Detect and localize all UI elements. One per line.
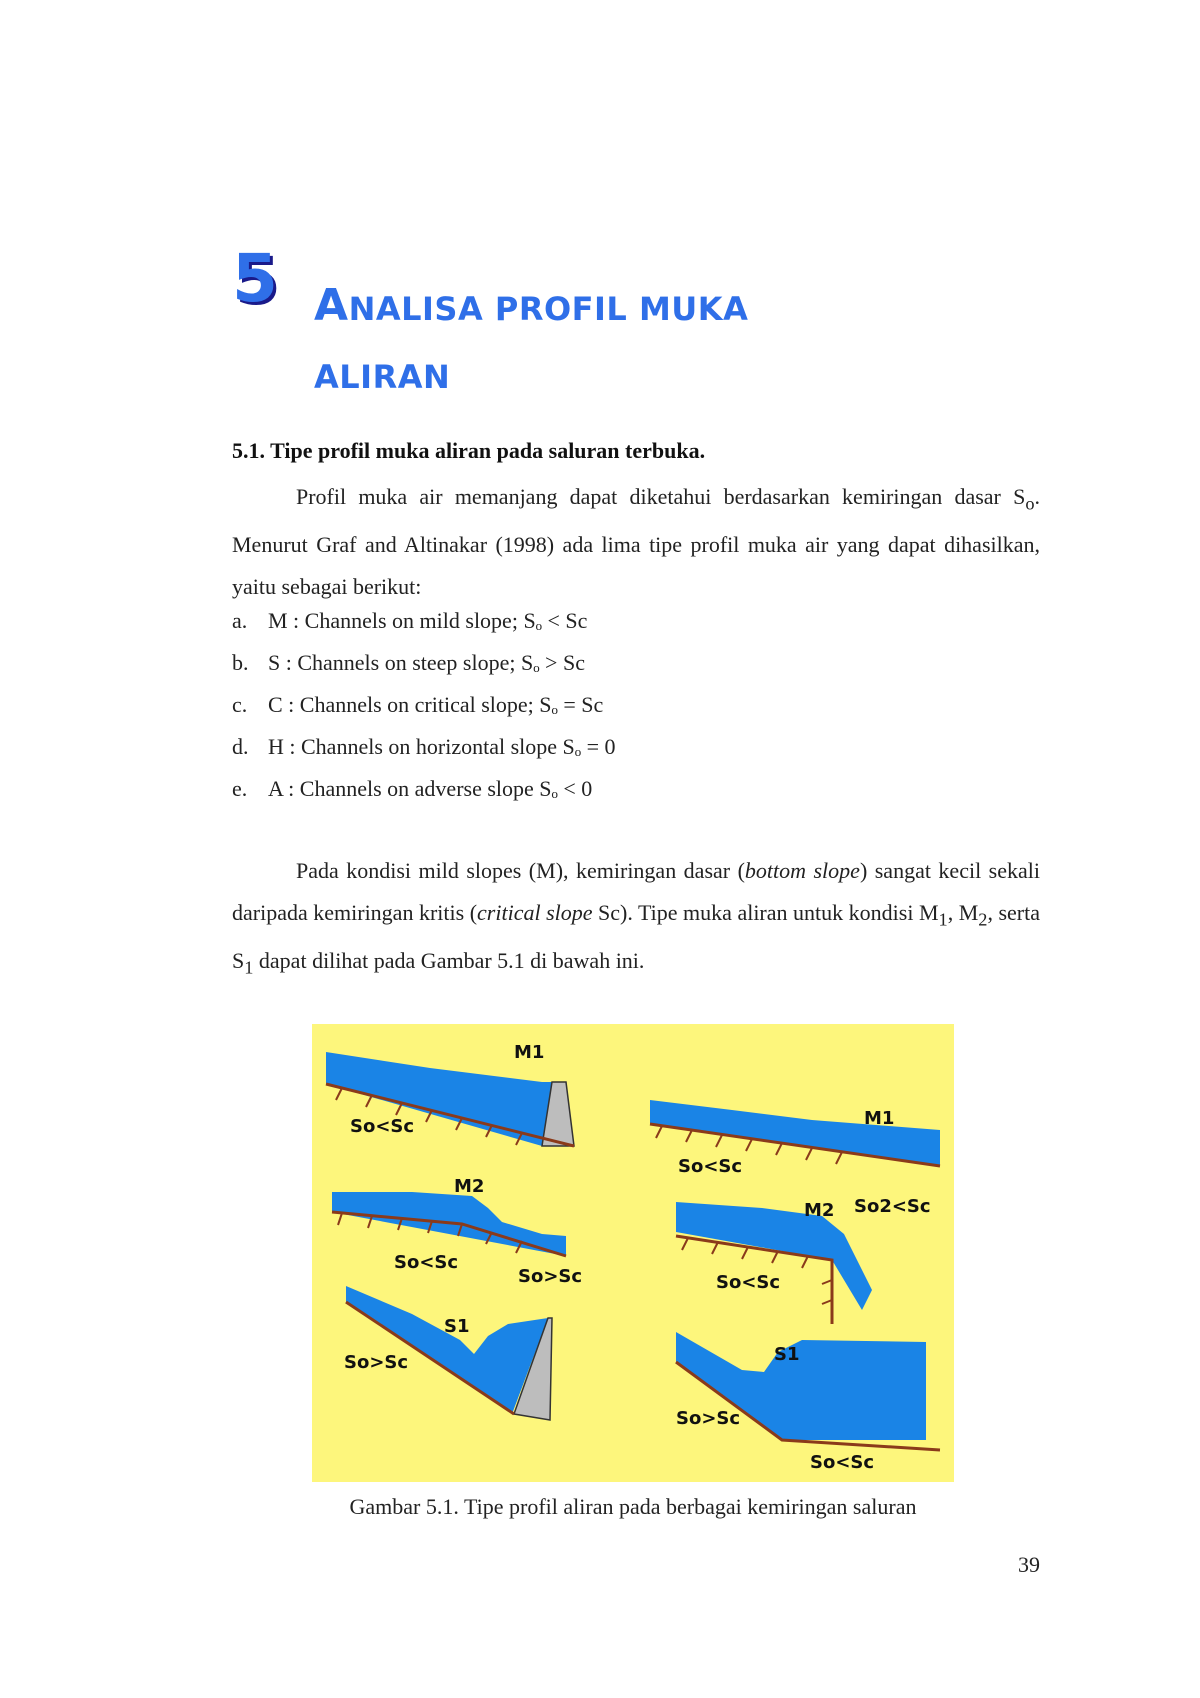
chapter-title-initial: A xyxy=(314,280,349,331)
profile-label: M2 xyxy=(454,1176,485,1197)
slope-label: So>Sc xyxy=(676,1408,741,1429)
slope-label: So<Sc xyxy=(810,1452,875,1473)
panel-m2-left xyxy=(332,1176,582,1287)
list-item xyxy=(232,768,1040,810)
mild-slope-paragraph xyxy=(232,850,1040,989)
list-marker: b. xyxy=(232,650,249,675)
panel-m2-drop xyxy=(676,1196,931,1324)
para2-text-5: , serta S xyxy=(232,900,1040,974)
chapter-title-line1: NALISA PROFIL MUKA xyxy=(348,290,749,328)
para2-text-2: ) sangat kecil sekali daripada kemiringan kritis ( xyxy=(232,858,1040,925)
slope-label: So<Sc xyxy=(394,1252,459,1273)
slope-label: So<Sc xyxy=(716,1272,781,1293)
para2-text-4: , M xyxy=(947,900,979,925)
slope-label: So>Sc xyxy=(518,1266,583,1287)
chapter-title xyxy=(314,272,874,411)
section-heading: 5.1. Tipe profil muka aliran pada saluran terbuka. xyxy=(232,438,706,463)
figure-caption: Gambar 5.1. Tipe profil aliran pada berbagai kemiringan saluran xyxy=(349,1494,917,1519)
water-body xyxy=(346,1286,548,1414)
para2-sub-2: 2 xyxy=(978,909,988,930)
para2-sub-3: 1 xyxy=(244,957,254,978)
profile-label: M2 xyxy=(804,1200,835,1221)
profile-label: M1 xyxy=(514,1042,545,1063)
intro-subscript: o xyxy=(1025,493,1035,514)
intro-paragraph xyxy=(232,476,1040,608)
profile-label: S1 xyxy=(444,1316,470,1337)
slope-type-list xyxy=(232,600,1040,810)
panel-s1-break xyxy=(676,1332,940,1473)
list-item-text: H : Channels on horizontal slope Sₒ = 0 xyxy=(268,734,616,759)
para2-text-1: Pada kondisi mild slopes (M), kemiringan dasar ( xyxy=(296,858,745,883)
list-item-text: S : Channels on steep slope; Sₒ > Sc xyxy=(268,650,585,675)
page-number: 39 xyxy=(1018,1552,1040,1577)
figure-flow-profiles xyxy=(312,1024,954,1482)
list-item-text: A : Channels on adverse slope Sₒ < 0 xyxy=(268,776,593,801)
chapter-title-line2: ALIRAN xyxy=(314,358,451,396)
water-body xyxy=(676,1202,872,1310)
slope-label: So2<Sc xyxy=(854,1196,931,1217)
panel-m1-long xyxy=(650,1100,940,1177)
list-marker: c. xyxy=(232,692,248,717)
para2-sub-1: 1 xyxy=(938,909,948,930)
list-marker: a. xyxy=(232,608,248,633)
panel-s1-weir xyxy=(344,1286,552,1420)
list-item xyxy=(232,684,1040,726)
chapter-number: 5 xyxy=(232,240,278,317)
slope-label: So>Sc xyxy=(344,1352,409,1373)
slope-label: So<Sc xyxy=(678,1156,743,1177)
para2-text-3: Sc). Tipe muka aliran untuk kondisi M xyxy=(592,900,939,925)
para2-text-6: dapat dilihat pada Gambar 5.1 di bawah ini. xyxy=(253,948,645,974)
profile-label: M1 xyxy=(864,1108,895,1129)
slope-label: So<Sc xyxy=(350,1116,415,1137)
profile-label: S1 xyxy=(774,1344,800,1365)
para2-italic-1: bottom slope xyxy=(744,858,860,883)
intro-text-1: Profil muka air memanjang dapat diketahui berdasarkan kemiringan dasar S xyxy=(296,484,1026,509)
list-item-text: M : Channels on mild slope; Sₒ < Sc xyxy=(268,608,588,633)
list-item xyxy=(232,642,1040,684)
list-item xyxy=(232,600,1040,642)
panel-m1-weir xyxy=(326,1042,574,1146)
intro-text-2: . Menurut Graf and Altinakar (1998) ada lima tipe profil muka air yang dapat dihasilkan, yaitu sebagai berikut: xyxy=(232,484,1040,600)
flow-profile-diagram xyxy=(312,1024,954,1482)
list-item-text: C : Channels on critical slope; Sₒ = Sc xyxy=(268,692,604,717)
list-marker: d. xyxy=(232,734,249,759)
list-marker: e. xyxy=(232,776,248,801)
para2-italic-2: critical slope xyxy=(477,900,593,925)
list-item xyxy=(232,726,1040,768)
